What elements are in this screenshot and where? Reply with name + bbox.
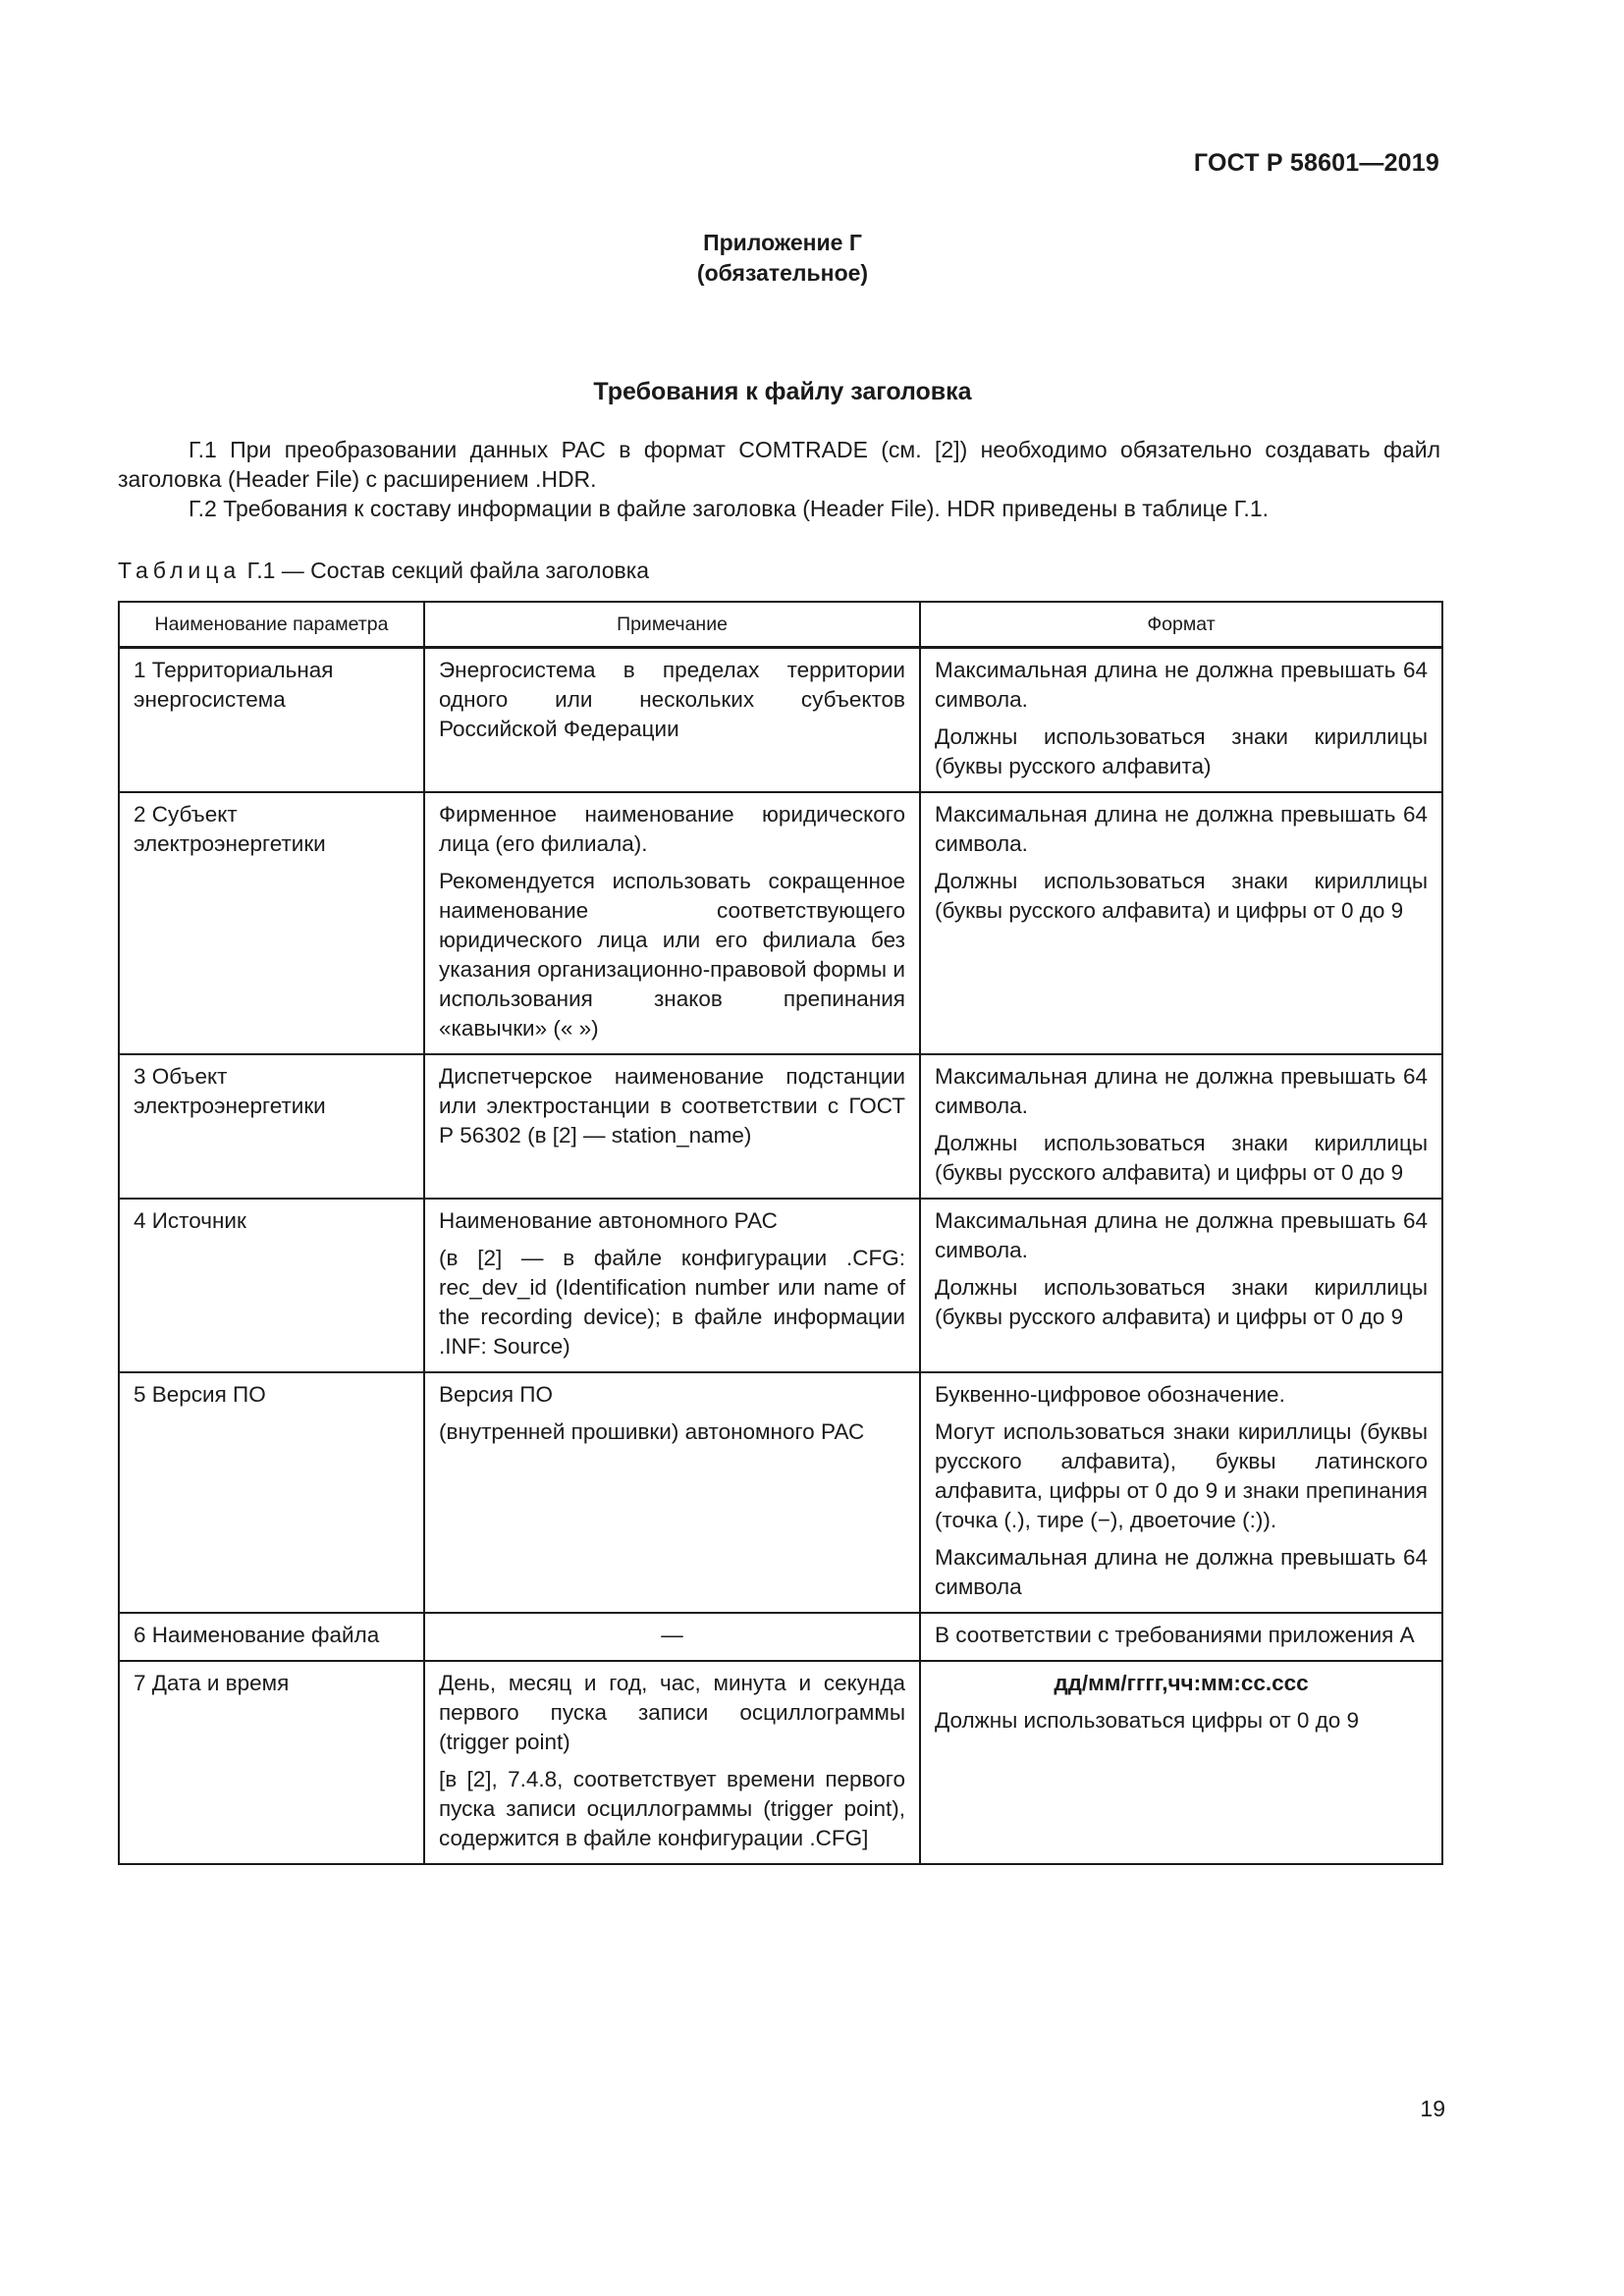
format-text: В соответствии с требованиями приложения А	[935, 1623, 1415, 1647]
header-file-sections-table	[118, 601, 1443, 1865]
note-text: Версия ПО	[439, 1382, 553, 1407]
note-cell	[424, 648, 920, 793]
format-cell	[920, 792, 1442, 1054]
table-header-row	[119, 602, 1442, 648]
note-text: [в [2], 7.4.8, соответствует времени первого пуска записи осциллограммы (trigger point), содержится в файле конфигурации .CFG]	[439, 1767, 905, 1850]
param-text: 5 Версия ПО	[134, 1382, 266, 1407]
param-cell	[119, 792, 424, 1054]
format-text: Максимальная длина не должна превышать 64 символа.	[935, 802, 1428, 856]
param-cell	[119, 1613, 424, 1661]
date-format-pattern: дд/мм/гггг,чч:мм:сс.ссс	[1054, 1671, 1309, 1695]
table-row	[119, 792, 1442, 1054]
format-text: Должны использоваться знаки кириллицы (буквы русского алфавита) и цифры от 0 до 9	[935, 1275, 1428, 1329]
format-text: Буквенно-цифровое обозначение.	[935, 1382, 1285, 1407]
note-cell	[424, 1199, 920, 1372]
note-text: (в [2] — в файле конфигурации .CFG: rec_dev_id (Identification number или name of the recording device); в файле информации .INF: Source)	[439, 1246, 905, 1359]
param-text: 7 Дата и время	[134, 1671, 290, 1695]
param-cell	[119, 1199, 424, 1372]
table-caption-text: Г.1 — Состав секций файла заголовка	[241, 558, 650, 583]
table-row	[119, 1054, 1442, 1199]
table-row	[119, 1199, 1442, 1372]
note-text: Фирменное наименование юридического лица (его филиала).	[439, 802, 905, 856]
note-cell	[424, 1054, 920, 1199]
annex-heading	[0, 228, 1565, 289]
param-cell	[119, 1372, 424, 1613]
param-text: 3 Объект электроэнергетики	[134, 1064, 326, 1118]
column-header-note: Примечание	[424, 602, 920, 648]
format-text: Максимальная длина не должна превышать 64 символа	[935, 1545, 1428, 1599]
note-text: Энергосистема в пределах территории одного или нескольких субъектов Российской Федерации	[439, 658, 905, 741]
table-row	[119, 1613, 1442, 1661]
format-cell	[920, 1199, 1442, 1372]
annex-title: Приложение Г	[703, 230, 862, 255]
format-text: Должны использоваться знаки кириллицы (буквы русского алфавита) и цифры от 0 до 9	[935, 869, 1428, 923]
standard-code: ГОСТ Р 58601—2019	[1193, 149, 1439, 177]
format-cell	[920, 1613, 1442, 1661]
paragraph: Г.2 Требования к составу информации в файле заголовка (Header File). HDR приведены в таблице Г.1.	[189, 496, 1270, 521]
format-text: Максимальная длина не должна превышать 64 символа.	[935, 1064, 1428, 1118]
table-row	[119, 648, 1442, 793]
column-header-parameter: Наименование параметра	[119, 602, 424, 648]
format-cell	[920, 1372, 1442, 1613]
table-row	[119, 1372, 1442, 1613]
format-text: Максимальная длина не должна превышать 64 символа.	[935, 658, 1428, 712]
format-text: Могут использоваться знаки кириллицы (буквы русского алфавита), буквы латинского алфавита, цифры от 0 до 9 и знаки препинания (точка (.), тире (−), двоеточие (:)).	[935, 1419, 1428, 1532]
note-text: (внутренней прошивки) автономного РАС	[439, 1419, 865, 1444]
format-text: Должны использоваться цифры от 0 до 9	[935, 1708, 1360, 1733]
annex-status: (обязательное)	[696, 260, 869, 286]
note-text: День, месяц и год, час, минута и секунда первого пуска записи осциллограммы (trigger point)	[439, 1671, 905, 1754]
section-title: Требования к файлу заголовка	[593, 378, 972, 405]
note-cell	[424, 1372, 920, 1613]
table-caption	[118, 558, 649, 584]
param-cell	[119, 1054, 424, 1199]
note-cell	[424, 1661, 920, 1864]
note-text: —	[661, 1623, 683, 1647]
param-text: 4 Источник	[134, 1208, 246, 1233]
note-text: Диспетчерское наименование подстанции или электростанции в соответствии с ГОСТ Р 56302 (в [2] — station_name)	[439, 1064, 905, 1148]
page-number: 19	[1420, 2096, 1445, 2121]
note-text: Наименование автономного РАС	[439, 1208, 778, 1233]
intro-paragraphs	[118, 435, 1440, 523]
paragraph: Г.1 При преобразовании данных РАС в формат COMTRADE (см. [2]) необходимо обязательно создавать файл заголовка (Header File) с расширением .HDR.	[118, 437, 1440, 492]
format-cell	[920, 1661, 1442, 1864]
param-cell	[119, 1661, 424, 1864]
note-cell	[424, 1613, 920, 1661]
note-text: Рекомендуется использовать сокращенное наименование соответствующего юридического лица или его филиала без указания организационно-правовой формы и использования знаков препинания «кавычки» (« »)	[439, 869, 905, 1041]
param-text: 1 Территориальная энергосистема	[134, 658, 334, 712]
table-row	[119, 1661, 1442, 1864]
param-cell	[119, 648, 424, 793]
format-cell	[920, 648, 1442, 793]
param-text: 6 Наименование файла	[134, 1623, 380, 1647]
column-header-format: Формат	[920, 602, 1442, 648]
format-cell	[920, 1054, 1442, 1199]
param-text: 2 Субъект электроэнергетики	[134, 802, 326, 856]
format-text: Должны использоваться знаки кириллицы (буквы русского алфавита)	[935, 724, 1428, 778]
table-caption-label: Таблица	[118, 558, 242, 583]
note-cell	[424, 792, 920, 1054]
format-text: Должны использоваться знаки кириллицы (буквы русского алфавита) и цифры от 0 до 9	[935, 1131, 1428, 1185]
format-text: Максимальная длина не должна превышать 64 символа.	[935, 1208, 1428, 1262]
